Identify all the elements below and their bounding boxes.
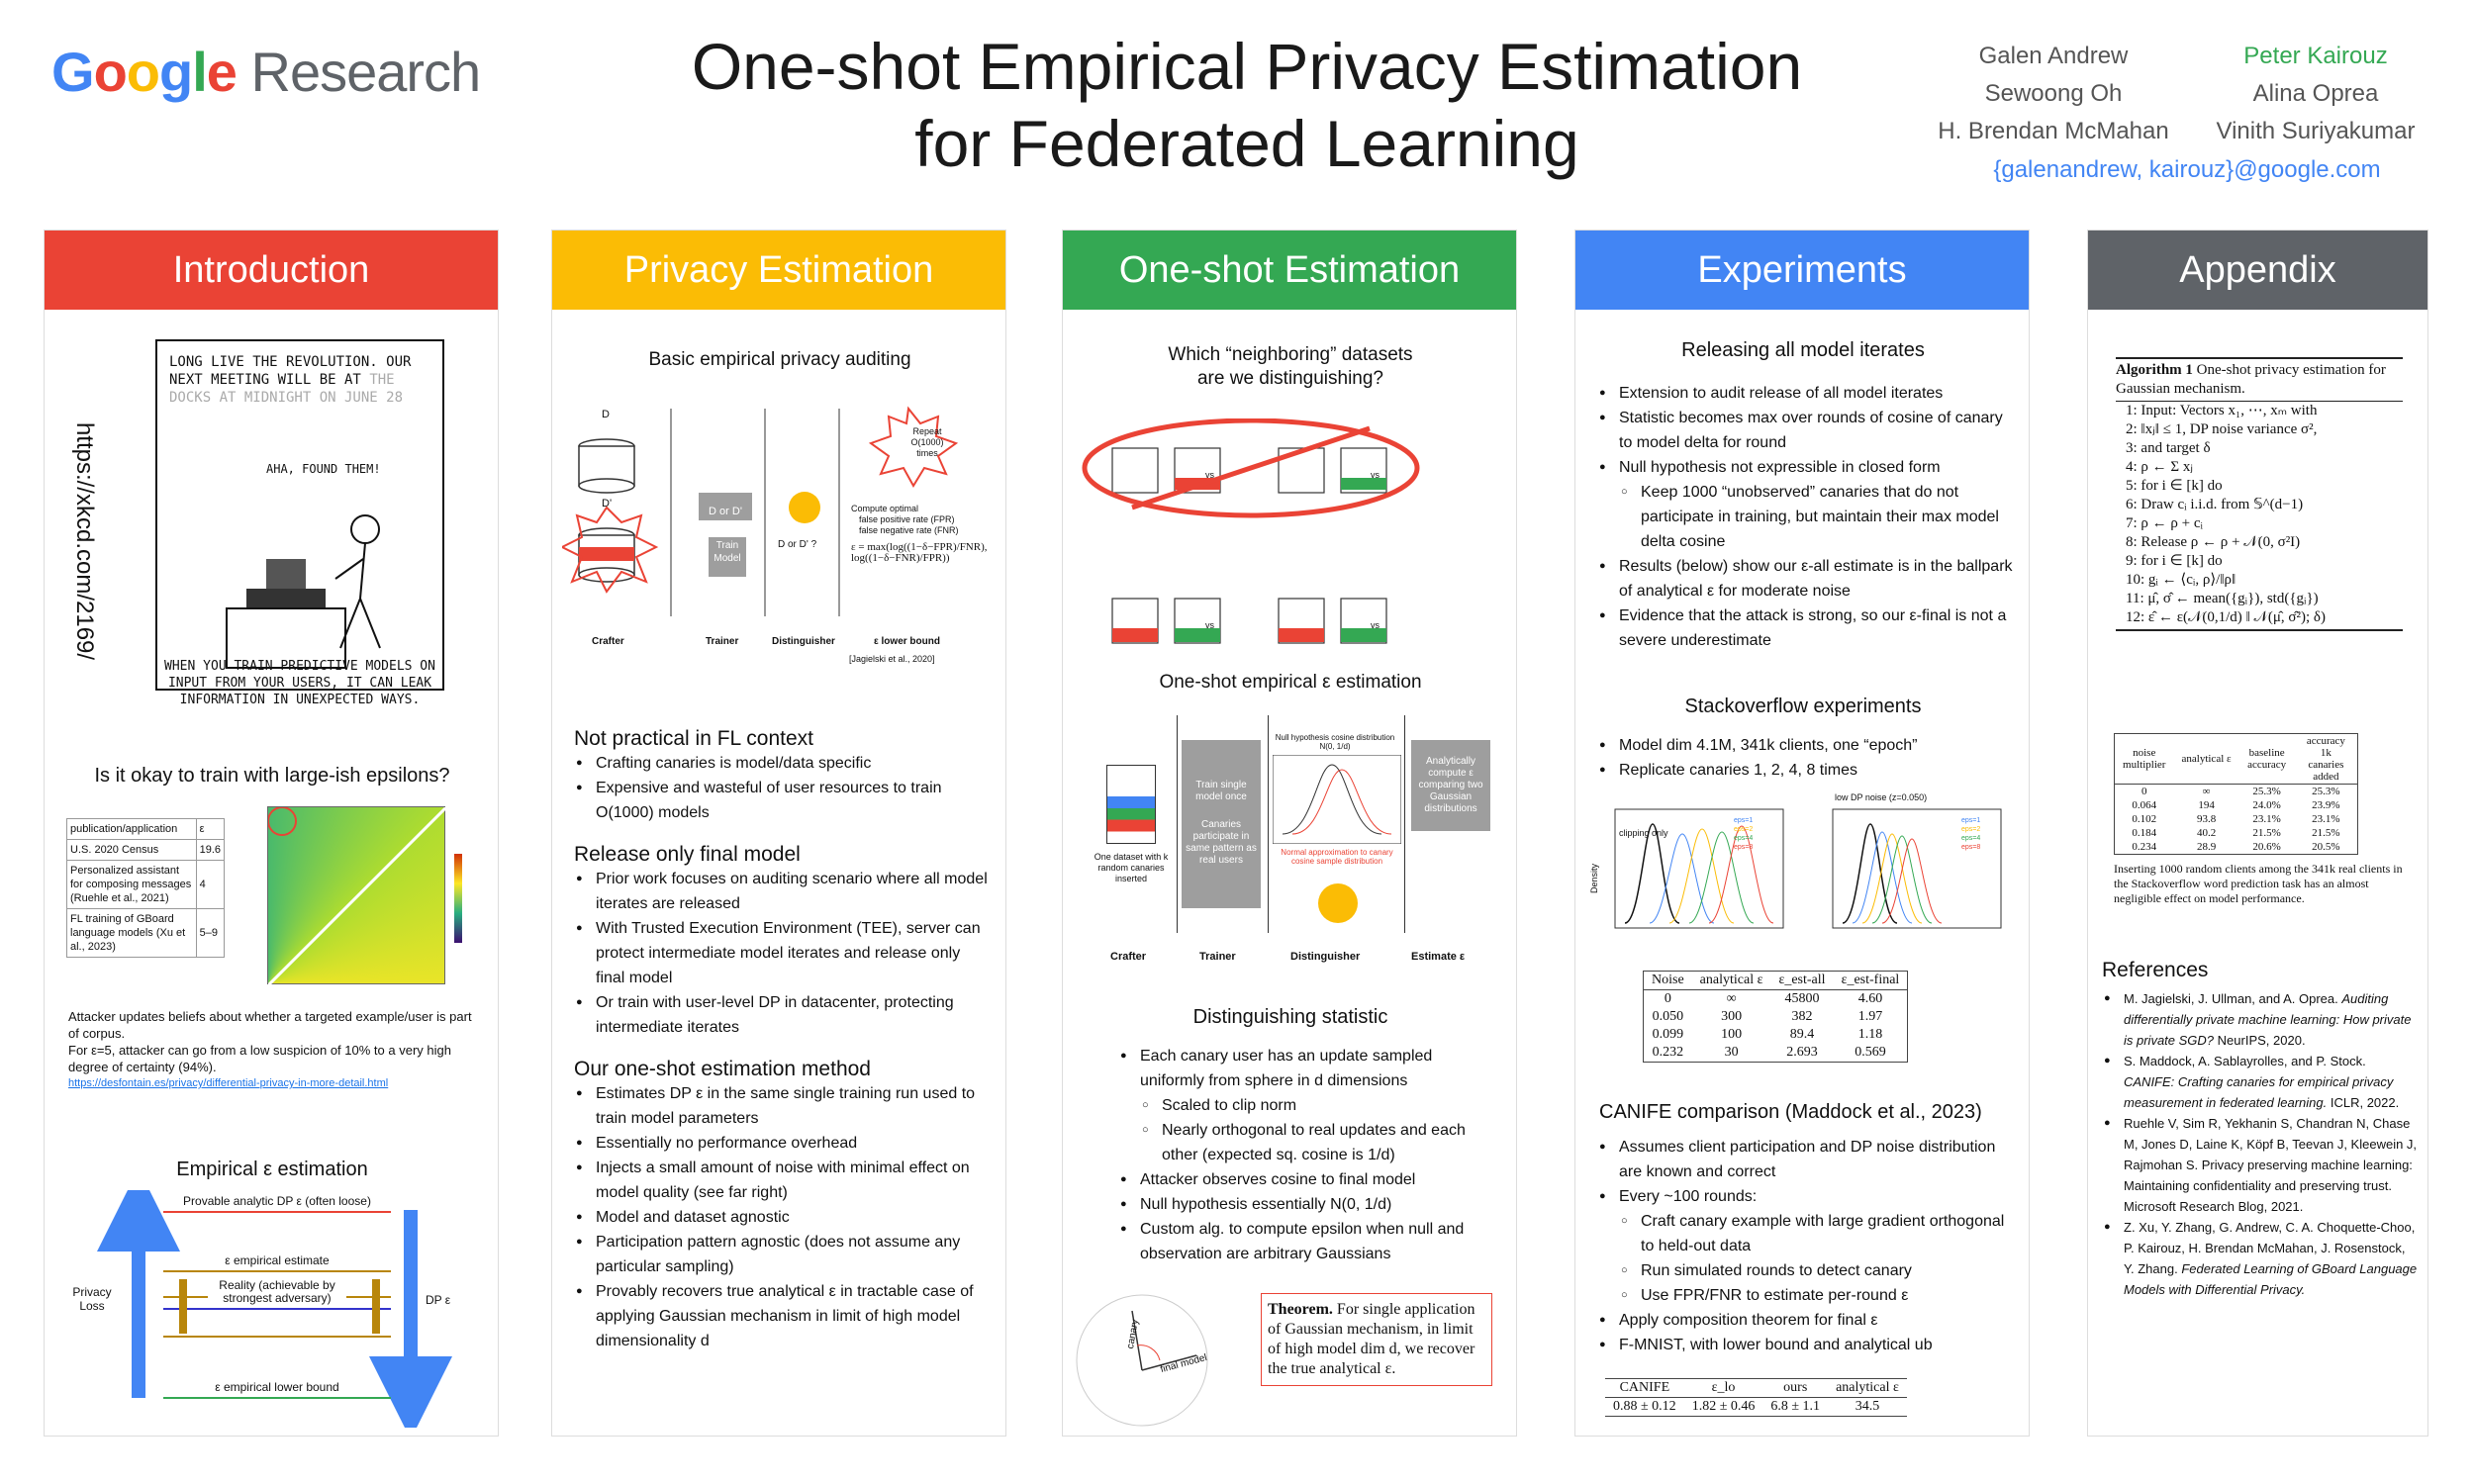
- list-item: ○ Nearly orthogonal to real updates and each other (expected sq. cosine is 1/d): [1118, 1118, 1494, 1167]
- logo-research: Research: [250, 41, 481, 103]
- stage-crafter: Crafter: [592, 636, 624, 647]
- list-item: ● Null hypothesis not expressible in closed form: [1597, 455, 2013, 480]
- table-header: accuracy 1k canaries added: [2306, 735, 2345, 783]
- train-box: Train single model once Canaries participate in same pattern as real users: [1182, 740, 1261, 908]
- panel-appendix: [2087, 230, 2428, 1437]
- table-header: ours: [1783, 1380, 1808, 1395]
- table-cell: 1.82 ± 0.46: [1691, 1399, 1756, 1414]
- list-item: ● Assumes client participation and DP noise distribution are known and correct: [1597, 1135, 2013, 1184]
- empirical-title: Empirical ε estimation: [176, 1159, 368, 1180]
- author: Vinith Suriyakumar: [2216, 118, 2416, 144]
- reality-label: Reality (achievable by strongest adversary): [208, 1279, 346, 1305]
- panel-header: One-shot Estimation: [1063, 231, 1516, 310]
- d-or-dprime-box: D or D': [709, 506, 742, 517]
- list-item: ● Estimates DP ε in the same single training run used to train model parameters: [574, 1081, 990, 1131]
- references-title: References: [2102, 959, 2209, 981]
- table-cell: 0.099: [1652, 1027, 1684, 1042]
- plot-legend: eps=1 eps=2 eps=4 eps=8: [1961, 817, 1981, 851]
- reference-item: ● S. Maddock, A. Sablayrolles, and P. Stock. CANIFE: Crafting canaries for empirical privacy measurement in federated learning. ICLR, 2022.: [2102, 1051, 2419, 1113]
- algorithm-box: [2116, 357, 2403, 631]
- table-cell: 24.0%: [2252, 799, 2281, 811]
- question: Is it okay to train with large-ish epsilons?: [94, 765, 450, 787]
- comic-aha: AHA, FOUND THEM!: [266, 462, 381, 476]
- table-cell: 25.3%: [2312, 786, 2340, 797]
- list-item: ● Statistic becomes max over rounds of cosine of canary to model delta for round: [1597, 406, 2013, 455]
- table-caption: Inserting 1000 random clients among the 341k real clients in the Stackoverflow word prediction task has an almost negligible effect on model performance.: [2114, 862, 2403, 905]
- normal-approx-label: Normal approximation to canary cosine sample distribution: [1281, 848, 1393, 866]
- divider: [1404, 715, 1405, 933]
- table-cell: 0.050: [1652, 1009, 1684, 1024]
- distinguishing-title: Distinguishing statistic: [1192, 1006, 1388, 1028]
- link[interactable]: https://desfontain.es/privacy/differential-privacy-in-more-detail.html: [68, 1077, 389, 1089]
- panel-header: Appendix: [2088, 231, 2427, 310]
- table-cell: 0.102: [2132, 813, 2157, 825]
- null-hyp-label: Null hypothesis cosine distribution N(0, 1/d): [1275, 733, 1395, 751]
- analytical-box: Analytically compute ε comparing two Gaussian distributions: [1411, 740, 1490, 831]
- bullet-list: [574, 867, 990, 1040]
- list-item: ● Custom alg. to compute epsilon when null and observation are arbitrary Gaussians: [1118, 1217, 1494, 1266]
- table-cell: 2.693: [1786, 1045, 1818, 1060]
- algorithm-line: 4: ρ ← Σ xⱼ: [2126, 459, 2194, 475]
- repeat-label: Repeat O(1000) times: [910, 426, 944, 458]
- algorithm-line: 1: Input: Vectors x₁, ⋯, xₘ with: [2126, 403, 2318, 418]
- table-cell: 34.5: [1855, 1399, 1880, 1414]
- table-cell: 382: [1791, 1009, 1813, 1024]
- stage-eps-lower: ε lower bound: [874, 636, 940, 647]
- list-item: ● Provably recovers true analytical ε in tractable case of applying Gaussian mechanism in limit of high model dimensionality d: [574, 1279, 990, 1353]
- table-cell: 5–9: [196, 909, 224, 958]
- table-cell: 21.5%: [2312, 827, 2340, 839]
- dp-eps-label: DP ε: [426, 1293, 451, 1307]
- table-cell: 0.234: [2132, 841, 2157, 853]
- table-cell: 89.4: [1789, 1027, 1815, 1042]
- table-header: baseline accuracy: [2247, 747, 2287, 771]
- reference-item: ● Z. Xu, Y. Zhang, G. Andrew, C. A. Choquette-Choo, P. Kairouz, H. Brendan McMahan, J. Rosenstock, Y. Zhang. Federated Learning of GBoard Language Models with Differential Privacy.: [2102, 1217, 2419, 1300]
- list-item: ● Or train with user-level DP in datacenter, protecting intermediate iterates: [574, 990, 990, 1040]
- section-title: Stackoverflow experiments: [1684, 696, 1922, 717]
- panel-experiments: [1574, 230, 2030, 1437]
- stackoverflow-list: [1597, 733, 2013, 783]
- table-cell: 23.1%: [2312, 813, 2340, 825]
- author: Galen Andrew: [1978, 43, 2129, 69]
- algorithm-line: 10: gᵢ ← ⟨cᵢ, ρ⟩/‖ρ‖: [2126, 572, 2236, 588]
- privacy-text: [574, 721, 990, 1353]
- vs-label: vs: [1371, 620, 1380, 630]
- table-cell: 0.064: [2132, 799, 2157, 811]
- privacy-loss-label: Privacy Loss: [72, 1285, 112, 1313]
- algorithm-line: 8: Release ρ ← ρ + 𝒩(0, σ²I): [2126, 534, 2301, 550]
- algorithm-line: 5: for i ∈ [k] do: [2126, 478, 2223, 494]
- table-cell: 4: [196, 861, 224, 909]
- table-cell: 23.9%: [2312, 799, 2340, 811]
- empirical-estimate-label: ε empirical estimate: [225, 1253, 330, 1267]
- basic-auditing-title: Basic empirical privacy auditing: [648, 349, 911, 370]
- section-title: Not practical in FL context: [574, 727, 813, 750]
- one-dataset-label: One dataset with k random canaries inserted: [1094, 852, 1169, 883]
- table-cell: 93.8: [2196, 813, 2217, 825]
- author-highlight: Peter Kairouz: [2243, 43, 2388, 69]
- canife-table: [1605, 1378, 1907, 1417]
- table-header: CANIFE: [1619, 1380, 1670, 1395]
- table-cell: 0.184: [2132, 827, 2157, 839]
- list-item: ● With Trusted Execution Environment (TEE), server can protect intermediate model iterates and release only final model: [574, 916, 990, 990]
- comic-drawing: [167, 480, 434, 678]
- list-item: ● Crafting canaries is model/data specific: [574, 751, 990, 776]
- distinguishing-list: [1118, 1044, 1494, 1266]
- panel-header: Introduction: [45, 231, 498, 310]
- algorithm-title: Algorithm 1 One-shot privacy estimation for Gaussian mechanism.: [2116, 361, 2403, 402]
- table-cell: 100: [1721, 1027, 1743, 1042]
- algorithm-line: 3: and target δ: [2126, 440, 2211, 456]
- algorithm-line: 7: ρ ← ρ + cᵢ: [2126, 515, 2203, 531]
- title-line-2: for Federated Learning: [914, 107, 1579, 180]
- poster-title: [554, 28, 1940, 182]
- vs-label: vs: [1205, 470, 1214, 480]
- table-cell: 45800: [1784, 991, 1820, 1006]
- table-header: Noise: [1652, 973, 1684, 987]
- train-model-box: Train Model: [714, 540, 741, 564]
- author: Sewoong Oh: [1984, 80, 2123, 107]
- list-item: ● Expensive and wasteful of user resources to train O(1000) models: [574, 776, 990, 825]
- panel-introduction: [44, 230, 499, 1437]
- table-cell: 30: [1724, 1045, 1739, 1060]
- stage-estimate: Estimate ε: [1411, 951, 1466, 963]
- algorithm-line: 12: ε̂ ← ε(𝒩(0,1/d) ‖ 𝒩(μ̂, σ̂²); δ): [2126, 609, 2326, 625]
- section-title: Releasing all model iterates: [1681, 339, 1925, 361]
- plot-label: clipping only: [1619, 828, 1668, 838]
- final-model-label: final model: [1159, 1351, 1208, 1376]
- table-header: ε_est-all: [1778, 973, 1826, 987]
- colorbar: [454, 854, 462, 943]
- epsilon-results-table: [1643, 971, 1908, 1063]
- panel-header: Experiments: [1575, 231, 2029, 310]
- list-item: ● Model dim 4.1M, 341k clients, one “epoch”: [1597, 733, 2013, 758]
- compute-optimal: Compute optimal false positive rate (FPR) false negative rate (FNR) ε = max(log((1−δ−FPR)/FNR), log((1−δ−FNR)/FPR)): [851, 504, 988, 564]
- title-line-1: One-shot Empirical Privacy Estimation: [691, 30, 1803, 103]
- list-item: ● Extension to audit release of all model iterates: [1597, 381, 2013, 406]
- list-item: ○ Craft canary example with large gradient orthogonal to held-out data: [1597, 1209, 2013, 1258]
- divider: [1177, 715, 1178, 933]
- list-item: ● Results (below) show our ε-all estimate is in the ballpark of analytical ε for moderate noise: [1597, 554, 2013, 603]
- list-item: ● Null hypothesis essentially N(0, 1/d): [1118, 1192, 1494, 1217]
- thinking-face-icon: [1318, 883, 1358, 923]
- table-cell: 4.60: [1857, 991, 1883, 1006]
- divider: [1268, 715, 1269, 933]
- list-item: ● F-MNIST, with lower bound and analytical ub: [1597, 1333, 2013, 1357]
- comic-text: LONG LIVE THE REVOLUTION. OUR NEXT MEETING WILL BE AT THE DOCKS AT MIDNIGHT ON JUNE 28: [169, 354, 412, 406]
- table-cell: 23.1%: [2252, 813, 2281, 825]
- neighbor-question: Which “neighboring” datasets are we distinguishing?: [1168, 344, 1413, 389]
- vs-label: vs: [1371, 470, 1380, 480]
- table-cell: 19.6: [196, 840, 224, 861]
- table-cell: 21.5%: [2252, 827, 2281, 839]
- stage-trainer: Trainer: [706, 636, 739, 647]
- table-cell: U.S. 2020 Census: [67, 840, 197, 861]
- list-item: ○ Use FPR/FNR to estimate per-round ε: [1597, 1283, 2013, 1308]
- table-header: noise multiplier: [2123, 747, 2166, 771]
- canife-list: [1597, 1135, 2013, 1357]
- author: H. Brendan McMahan: [1938, 118, 2169, 144]
- comic-caption: WHEN YOU TRAIN PREDICTIVE MODELS ON INPUT FROM YOUR USERS, IT CAN LEAK INFORMATION IN UNEXPECTED WAYS.: [164, 659, 435, 707]
- d-or-dprime-question: D or D' ?: [778, 539, 817, 550]
- label-d: D: [602, 409, 610, 420]
- table-cell: 0: [2141, 786, 2147, 797]
- table-cell: 25.3%: [2252, 786, 2281, 797]
- list-item: ● Participation pattern agnostic (does not assume any particular sampling): [574, 1230, 990, 1279]
- list-item: ○ Keep 1000 “unobserved” canaries that do not participate in training, but maintain their max model delta cosine: [1597, 480, 2013, 554]
- section-title: Our one-shot estimation method: [574, 1058, 871, 1080]
- list-item: ● Apply composition theorem for final ε: [1597, 1308, 2013, 1333]
- logo-google: Google: [51, 41, 237, 103]
- table-header: ε_est-final: [1841, 973, 1900, 987]
- stage-trainer: Trainer: [1199, 951, 1236, 963]
- list-item: ● Model and dataset agnostic: [574, 1205, 990, 1230]
- table-cell: FL training of GBoard language models (Xu et al., 2023): [67, 909, 197, 958]
- references-list: [2102, 988, 2419, 1300]
- plot-legend: eps=1 eps=2 eps=4 eps=8: [1734, 817, 1754, 851]
- google-research-logo: [51, 40, 480, 104]
- table-header: analytical ε: [2181, 753, 2232, 765]
- density-plot-low-dp: [1813, 804, 2011, 953]
- list-item: ● Attacker observes cosine to final model: [1118, 1167, 1494, 1192]
- iterates-list: [1597, 381, 2013, 653]
- table-cell: 0.232: [1652, 1045, 1684, 1060]
- theorem-box: Theorem. For single application of Gaussian mechanism, in limit of high model dim d, we recover the true analytical ε.: [1261, 1293, 1492, 1386]
- algorithm-line: 9: for i ∈ [k] do: [2126, 553, 2223, 569]
- panel-privacy-estimation: [551, 230, 1006, 1437]
- reference-item: ● Ruehle V, Sim R, Yekhanin S, Chandran N, Chase M, Jones D, Laine K, Köpf B, Teevan J, Kleewein J, Rajmohan S. Privacy preserving machine learning: Maintaining confidentiality and preserving trust. Microsoft Research Blog, 2021.: [2102, 1113, 2419, 1217]
- bullet-list: [574, 751, 990, 825]
- xkcd-comic: [155, 339, 444, 691]
- list-item: ● Replicate canaries 1, 2, 4, 8 times: [1597, 758, 2013, 783]
- table-cell: 0: [1664, 991, 1671, 1006]
- citation: [Jagielski et al., 2020]: [849, 654, 935, 664]
- accuracy-table: [2114, 733, 2358, 855]
- canary-label: canary: [1124, 1318, 1142, 1350]
- attacker-text: Attacker updates beliefs about whether a targeted example/user is part of corpus. For ε=5, attacker can go from a low suspicion of 10% to a very high degree of certainty (94%). https://desfontain.es/privacy/differential-privacy-in-more-detail.html: [68, 1008, 484, 1092]
- list-item: ○ Run simulated rounds to detect canary: [1597, 1258, 2013, 1283]
- oneshot-subtitle: One-shot empirical ε estimation: [1159, 672, 1422, 693]
- table-cell: 6.8 ± 1.1: [1770, 1399, 1821, 1414]
- table-cell: 0.88 ± 0.12: [1613, 1399, 1676, 1414]
- table-cell: ∞: [2202, 786, 2211, 797]
- list-item: ○ Scaled to clip norm: [1118, 1093, 1494, 1118]
- axis-label-density: Density: [1589, 863, 1600, 894]
- neighbor-datasets-diagram: [1073, 418, 1508, 676]
- list-item: ● Every ~100 rounds:: [1597, 1184, 2013, 1209]
- section-title: CANIFE comparison (Maddock et al., 2023): [1599, 1101, 1982, 1123]
- table-cell: 40.2: [2196, 827, 2217, 839]
- table-header: publication/application: [67, 819, 197, 840]
- list-item: ● Essentially no performance overhead: [574, 1131, 990, 1156]
- table-cell: 28.9: [2196, 841, 2217, 853]
- density-plot-clipping: [1595, 804, 1793, 953]
- table-cell: 1.97: [1857, 1009, 1883, 1024]
- list-item: ● Prior work focuses on auditing scenario where all model iterates are released: [574, 867, 990, 916]
- panel-one-shot: [1062, 230, 1517, 1437]
- lower-bound-label: ε empirical lower bound: [215, 1380, 339, 1394]
- list-item: ● Injects a small amount of noise with minimal effect on model quality (see far right): [574, 1156, 990, 1205]
- author: Alina Oprea: [2252, 80, 2379, 107]
- list-item: ● Each canary user has an update sampled uniformly from sphere in d dimensions: [1118, 1044, 1494, 1093]
- xkcd-url[interactable]: https://xkcd.com/2169/: [71, 421, 98, 661]
- table-cell: 20.5%: [2312, 841, 2340, 853]
- reference-item: ● M. Jagielski, J. Ullman, and A. Oprea. Auditing differentially private machine learning: How private is private SGD? NeurIPS, 2020.: [2102, 988, 2419, 1051]
- panel-header: Privacy Estimation: [552, 231, 1005, 310]
- provable-label: Provable analytic DP ε (often loose): [183, 1194, 371, 1208]
- table-cell: 0.569: [1855, 1045, 1886, 1060]
- stage-crafter: Crafter: [1110, 951, 1147, 963]
- list-item: ● Evidence that the attack is strong, so our ε-final is not a severe underestimate: [1597, 603, 2013, 653]
- table-cell: 300: [1721, 1009, 1743, 1024]
- stage-distinguisher: Distinguisher: [1290, 951, 1361, 963]
- section-title: Release only final model: [574, 843, 801, 866]
- table-header: ε: [196, 819, 224, 840]
- algorithm-line: 11: μ̂, σ̂ ← mean({gᵢ}), std({gᵢ}): [2126, 591, 2319, 606]
- epsilon-table: [66, 818, 225, 958]
- stage-distinguisher: Distinguisher: [772, 636, 835, 647]
- table-cell: 1.18: [1857, 1027, 1883, 1042]
- algorithm-line: 6: Draw cᵢ i.i.d. from 𝕊^(d−1): [2126, 497, 2304, 512]
- algorithm-line: 2: ‖xⱼ‖ ≤ 1, DP noise variance σ²,: [2126, 421, 2318, 437]
- bullet-list: [574, 1081, 990, 1353]
- table-header: analytical ε: [1699, 973, 1763, 987]
- vs-label: vs: [1205, 620, 1214, 630]
- canary-dataset-cylinder: [1106, 765, 1156, 844]
- table-cell: 194: [2198, 799, 2215, 811]
- heatmap: [267, 806, 445, 984]
- table-cell: ∞: [1726, 991, 1737, 1006]
- table-header: analytical ε: [1836, 1380, 1899, 1395]
- plot-label: low DP noise (z=0.050): [1835, 792, 1928, 802]
- table-header: ε_lo: [1711, 1380, 1736, 1395]
- table-cell: 20.6%: [2252, 841, 2281, 853]
- label-dprime: D': [602, 498, 613, 510]
- distribution-plot: [1273, 755, 1401, 844]
- table-cell: Personalized assistant for composing messages (Ruehle et al., 2021): [67, 861, 197, 909]
- author-email[interactable]: {galenandrew, kairouz}@google.com: [1993, 156, 2381, 183]
